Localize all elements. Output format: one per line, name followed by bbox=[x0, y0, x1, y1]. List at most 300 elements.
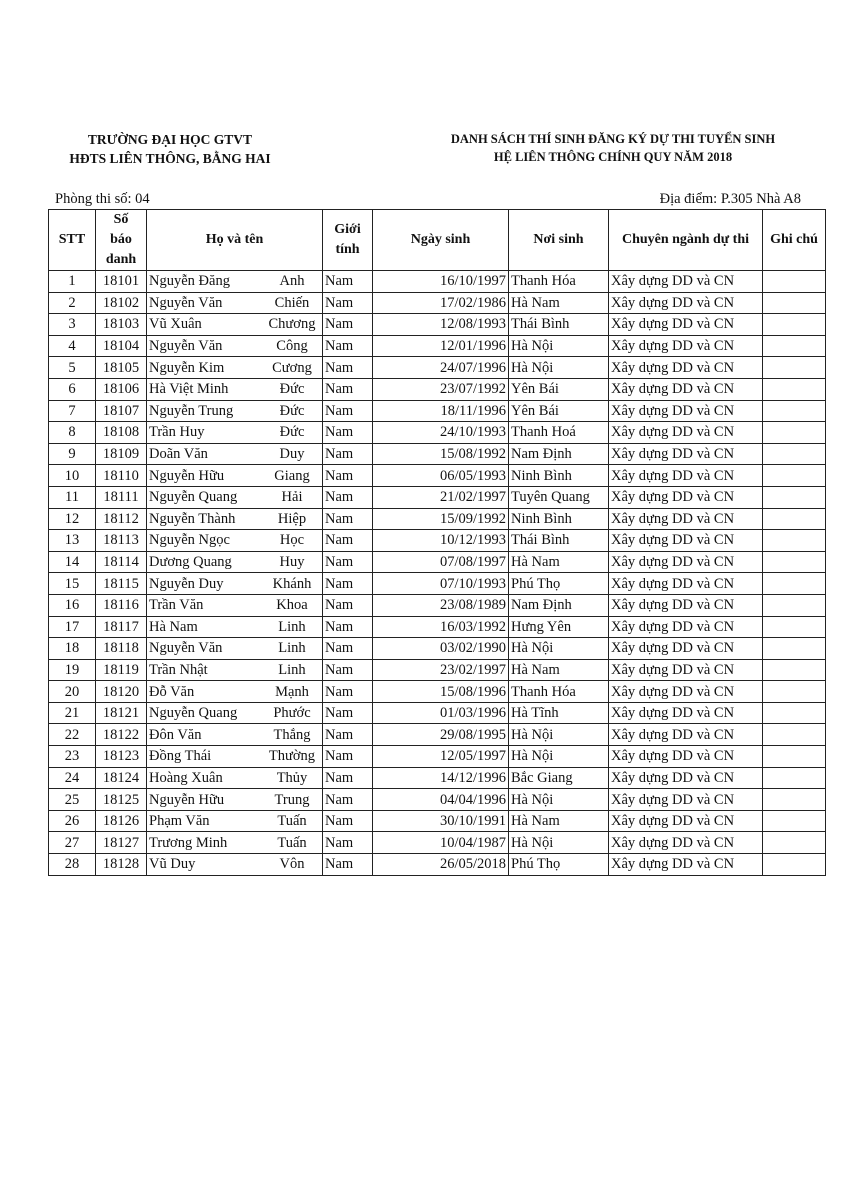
cell-dob: 14/12/1996 bbox=[373, 767, 509, 789]
cell-last-name: Đôn Văn bbox=[149, 726, 202, 743]
cell-gender: Nam bbox=[323, 702, 373, 724]
cell-last-name: Đồng Thái bbox=[149, 748, 212, 765]
table-row bbox=[49, 789, 826, 811]
cell-last-name: Hoàng Xuân bbox=[149, 769, 223, 786]
cell-birthplace: Hà Nội bbox=[509, 789, 609, 811]
cell-full-name bbox=[147, 594, 323, 616]
table-row bbox=[49, 681, 826, 703]
cell-dob: 16/03/1992 bbox=[373, 616, 509, 638]
table-row bbox=[49, 832, 826, 854]
cell-note bbox=[763, 400, 826, 422]
cell-sbd: 18104 bbox=[96, 335, 147, 357]
cell-stt: 26 bbox=[49, 810, 96, 832]
cell-given-name: Phước bbox=[273, 705, 311, 722]
cell-given-name: Khánh bbox=[272, 575, 312, 592]
cell-birthplace: Hà Nam bbox=[509, 659, 609, 681]
cell-sbd: 18109 bbox=[96, 443, 147, 465]
cell-birthplace: Bắc Giang bbox=[509, 767, 609, 789]
cell-major: Xây dựng DD và CN bbox=[609, 530, 763, 552]
cell-birthplace: Phú Thọ bbox=[509, 573, 609, 595]
table-row bbox=[49, 616, 826, 638]
cell-dob: 24/07/1996 bbox=[373, 357, 509, 379]
cell-last-name: Nguyễn Trung bbox=[149, 402, 234, 419]
cell-gender: Nam bbox=[323, 681, 373, 703]
exam-room-label: Phòng thi số: 04 bbox=[55, 191, 150, 207]
cell-birthplace: Hưng Yên bbox=[509, 616, 609, 638]
cell-note bbox=[763, 530, 826, 552]
cell-last-name: Nguyễn Hữu bbox=[149, 467, 225, 484]
cell-given-name: Giang bbox=[274, 467, 310, 484]
cell-birthplace: Hà Nội bbox=[509, 746, 609, 768]
cell-note bbox=[763, 292, 826, 314]
cell-dob: 23/02/1997 bbox=[373, 659, 509, 681]
cell-sbd: 18111 bbox=[96, 486, 147, 508]
cell-gender: Nam bbox=[323, 789, 373, 811]
table-row bbox=[49, 465, 826, 487]
cell-sbd: 18118 bbox=[96, 638, 147, 660]
cell-full-name bbox=[147, 400, 323, 422]
cell-given-name: Đức bbox=[279, 402, 305, 419]
cell-sbd: 18124 bbox=[96, 767, 147, 789]
document-title-line1: DANH SÁCH THÍ SINH ĐĂNG KÝ DỰ THI TUYỂN SINH bbox=[450, 132, 776, 146]
table-row bbox=[49, 378, 826, 400]
cell-dob: 26/05/2018 bbox=[373, 854, 509, 876]
cell-note bbox=[763, 486, 826, 508]
cell-gender: Nam bbox=[323, 271, 373, 293]
table-row bbox=[49, 486, 826, 508]
cell-note bbox=[763, 616, 826, 638]
cell-major: Xây dựng DD và CN bbox=[609, 616, 763, 638]
cell-sbd: 18121 bbox=[96, 702, 147, 724]
cell-given-name: Đức bbox=[279, 424, 305, 441]
cell-note bbox=[763, 789, 826, 811]
cell-major: Xây dựng DD và CN bbox=[609, 681, 763, 703]
cell-major: Xây dựng DD và CN bbox=[609, 767, 763, 789]
table-row bbox=[49, 594, 826, 616]
cell-gender: Nam bbox=[323, 465, 373, 487]
cell-stt: 24 bbox=[49, 767, 96, 789]
cell-dob: 04/04/1996 bbox=[373, 789, 509, 811]
cell-dob: 12/01/1996 bbox=[373, 335, 509, 357]
cell-given-name: Tuấn bbox=[277, 813, 307, 830]
cell-given-name: Tuấn bbox=[277, 834, 307, 851]
cell-note bbox=[763, 314, 826, 336]
cell-birthplace: Hà Nội bbox=[509, 335, 609, 357]
cell-gender: Nam bbox=[323, 357, 373, 379]
table-row bbox=[49, 767, 826, 789]
cell-last-name: Nguyễn Duy bbox=[149, 575, 224, 592]
cell-dob: 24/10/1993 bbox=[373, 422, 509, 444]
cell-birthplace: Phú Thọ bbox=[509, 854, 609, 876]
cell-dob: 29/08/1995 bbox=[373, 724, 509, 746]
table-header bbox=[49, 210, 826, 271]
header-row bbox=[49, 210, 826, 271]
cell-major: Xây dựng DD và CN bbox=[609, 508, 763, 530]
cell-sbd: 18113 bbox=[96, 530, 147, 552]
cell-stt: 13 bbox=[49, 530, 96, 552]
cell-last-name: Nguyễn Quang bbox=[149, 489, 238, 506]
cell-given-name: Công bbox=[276, 338, 308, 355]
cell-dob: 30/10/1991 bbox=[373, 810, 509, 832]
cell-note bbox=[763, 335, 826, 357]
cell-note bbox=[763, 594, 826, 616]
cell-dob: 07/08/1997 bbox=[373, 551, 509, 573]
cell-last-name: Nguyễn Kim bbox=[149, 359, 225, 376]
cell-birthplace: Thanh Hoá bbox=[509, 422, 609, 444]
cell-dob: 06/05/1993 bbox=[373, 465, 509, 487]
cell-stt: 15 bbox=[49, 573, 96, 595]
cell-birthplace: Thanh Hóa bbox=[509, 271, 609, 293]
cell-major: Xây dựng DD và CN bbox=[609, 422, 763, 444]
cell-given-name: Cương bbox=[272, 359, 312, 376]
cell-dob: 16/10/1997 bbox=[373, 271, 509, 293]
cell-full-name bbox=[147, 854, 323, 876]
cell-gender: Nam bbox=[323, 724, 373, 746]
cell-stt: 22 bbox=[49, 724, 96, 746]
cell-note bbox=[763, 378, 826, 400]
cell-dob: 23/07/1992 bbox=[373, 378, 509, 400]
cell-full-name bbox=[147, 443, 323, 465]
cell-note bbox=[763, 271, 826, 293]
cell-major: Xây dựng DD và CN bbox=[609, 702, 763, 724]
table-row bbox=[49, 400, 826, 422]
cell-gender: Nam bbox=[323, 292, 373, 314]
table-row bbox=[49, 271, 826, 293]
cell-full-name bbox=[147, 746, 323, 768]
cell-note bbox=[763, 638, 826, 660]
table-row bbox=[49, 854, 826, 876]
cell-given-name: Duy bbox=[279, 446, 305, 463]
cell-gender: Nam bbox=[323, 767, 373, 789]
cell-dob: 07/10/1993 bbox=[373, 573, 509, 595]
exam-location-label: Địa điểm: P.305 Nhà A8 bbox=[659, 191, 801, 207]
cell-stt: 2 bbox=[49, 292, 96, 314]
university-name: TRƯỜNG ĐẠI HỌC GTVT bbox=[87, 132, 253, 147]
cell-full-name bbox=[147, 551, 323, 573]
cell-sbd: 18114 bbox=[96, 551, 147, 573]
cell-gender: Nam bbox=[323, 508, 373, 530]
cell-gender: Nam bbox=[323, 638, 373, 660]
table-row bbox=[49, 292, 826, 314]
col-stt: STT bbox=[49, 210, 96, 271]
cell-stt: 17 bbox=[49, 616, 96, 638]
table-row bbox=[49, 335, 826, 357]
cell-full-name bbox=[147, 508, 323, 530]
cell-sbd: 18102 bbox=[96, 292, 147, 314]
cell-given-name: Đức bbox=[279, 381, 305, 398]
cell-sbd: 18128 bbox=[96, 854, 147, 876]
cell-given-name: Linh bbox=[278, 661, 306, 678]
document-title bbox=[418, 130, 808, 166]
cell-note bbox=[763, 854, 826, 876]
cell-major: Xây dựng DD và CN bbox=[609, 465, 763, 487]
cell-major: Xây dựng DD và CN bbox=[609, 400, 763, 422]
cell-given-name: Linh bbox=[278, 640, 306, 657]
cell-sbd: 18107 bbox=[96, 400, 147, 422]
cell-given-name: Khoa bbox=[276, 597, 308, 614]
col-name: Họ và tên bbox=[147, 210, 323, 271]
cell-note bbox=[763, 443, 826, 465]
cell-sbd: 18105 bbox=[96, 357, 147, 379]
cell-full-name bbox=[147, 357, 323, 379]
cell-dob: 17/02/1986 bbox=[373, 292, 509, 314]
cell-stt: 4 bbox=[49, 335, 96, 357]
table-body bbox=[49, 271, 826, 876]
col-birthplace: Nơi sinh bbox=[509, 210, 609, 271]
cell-full-name bbox=[147, 724, 323, 746]
cell-given-name: Anh bbox=[279, 273, 305, 290]
cell-gender: Nam bbox=[323, 443, 373, 465]
cell-dob: 15/08/1996 bbox=[373, 681, 509, 703]
cell-gender: Nam bbox=[323, 810, 373, 832]
cell-sbd: 18115 bbox=[96, 573, 147, 595]
cell-full-name bbox=[147, 530, 323, 552]
cell-note bbox=[763, 724, 826, 746]
cell-stt: 23 bbox=[49, 746, 96, 768]
cell-birthplace: Ninh Bình bbox=[509, 465, 609, 487]
cell-stt: 10 bbox=[49, 465, 96, 487]
cell-full-name bbox=[147, 832, 323, 854]
cell-major: Xây dựng DD và CN bbox=[609, 810, 763, 832]
cell-gender: Nam bbox=[323, 486, 373, 508]
cell-dob: 21/02/1997 bbox=[373, 486, 509, 508]
cell-major: Xây dựng DD và CN bbox=[609, 854, 763, 876]
cell-given-name: Thắng bbox=[273, 726, 311, 743]
cell-major: Xây dựng DD và CN bbox=[609, 357, 763, 379]
cell-birthplace: Ninh Bình bbox=[509, 508, 609, 530]
cell-stt: 11 bbox=[49, 486, 96, 508]
cell-stt: 25 bbox=[49, 789, 96, 811]
cell-sbd: 18106 bbox=[96, 378, 147, 400]
cell-birthplace: Nam Định bbox=[509, 443, 609, 465]
col-gender: Giới tính bbox=[323, 210, 373, 271]
cell-gender: Nam bbox=[323, 594, 373, 616]
cell-dob: 10/04/1987 bbox=[373, 832, 509, 854]
cell-sbd: 18116 bbox=[96, 594, 147, 616]
col-sbd: Số báo danh bbox=[96, 210, 147, 271]
cell-birthplace: Tuyên Quang bbox=[509, 486, 609, 508]
cell-note bbox=[763, 508, 826, 530]
cell-given-name: Thường bbox=[268, 748, 316, 765]
cell-full-name bbox=[147, 292, 323, 314]
table-row bbox=[49, 508, 826, 530]
cell-sbd: 18101 bbox=[96, 271, 147, 293]
cell-birthplace: Thái Bình bbox=[509, 530, 609, 552]
cell-full-name bbox=[147, 271, 323, 293]
table-row bbox=[49, 638, 826, 660]
cell-gender: Nam bbox=[323, 530, 373, 552]
cell-gender: Nam bbox=[323, 746, 373, 768]
cell-major: Xây dựng DD và CN bbox=[609, 335, 763, 357]
cell-birthplace: Yên Bái bbox=[509, 378, 609, 400]
cell-given-name: Chương bbox=[268, 316, 316, 333]
cell-sbd: 18127 bbox=[96, 832, 147, 854]
cell-birthplace: Hà Nam bbox=[509, 810, 609, 832]
cell-note bbox=[763, 832, 826, 854]
cell-stt: 28 bbox=[49, 854, 96, 876]
cell-sbd: 18119 bbox=[96, 659, 147, 681]
cell-full-name bbox=[147, 378, 323, 400]
cell-stt: 14 bbox=[49, 551, 96, 573]
cell-last-name: Dương Quang bbox=[149, 554, 232, 571]
institution-header bbox=[40, 130, 300, 168]
cell-dob: 10/12/1993 bbox=[373, 530, 509, 552]
cell-major: Xây dựng DD và CN bbox=[609, 789, 763, 811]
cell-note bbox=[763, 681, 826, 703]
cell-note bbox=[763, 767, 826, 789]
cell-sbd: 18125 bbox=[96, 789, 147, 811]
cell-stt: 21 bbox=[49, 702, 96, 724]
table-row bbox=[49, 314, 826, 336]
cell-major: Xây dựng DD và CN bbox=[609, 638, 763, 660]
cell-sbd: 18103 bbox=[96, 314, 147, 336]
cell-dob: 18/11/1996 bbox=[373, 400, 509, 422]
col-note: Ghi chú bbox=[763, 210, 826, 271]
table-row bbox=[49, 357, 826, 379]
cell-stt: 18 bbox=[49, 638, 96, 660]
col-dob: Ngày sinh bbox=[373, 210, 509, 271]
cell-full-name bbox=[147, 486, 323, 508]
cell-last-name: Trần Nhật bbox=[149, 661, 208, 678]
cell-full-name bbox=[147, 638, 323, 660]
candidate-table bbox=[48, 209, 826, 876]
cell-full-name bbox=[147, 789, 323, 811]
cell-major: Xây dựng DD và CN bbox=[609, 314, 763, 336]
cell-birthplace: Hà Tĩnh bbox=[509, 702, 609, 724]
cell-gender: Nam bbox=[323, 400, 373, 422]
col-major: Chuyên ngành dự thi bbox=[609, 210, 763, 271]
cell-note bbox=[763, 357, 826, 379]
cell-dob: 15/08/1992 bbox=[373, 443, 509, 465]
cell-gender: Nam bbox=[323, 616, 373, 638]
cell-dob: 12/05/1997 bbox=[373, 746, 509, 768]
table-row bbox=[49, 659, 826, 681]
cell-birthplace: Hà Nội bbox=[509, 638, 609, 660]
table-row bbox=[49, 443, 826, 465]
cell-note bbox=[763, 746, 826, 768]
cell-sbd: 18122 bbox=[96, 724, 147, 746]
cell-major: Xây dựng DD và CN bbox=[609, 573, 763, 595]
cell-note bbox=[763, 659, 826, 681]
cell-last-name: Vũ Duy bbox=[149, 856, 196, 873]
cell-given-name: Linh bbox=[278, 618, 306, 635]
cell-given-name: Thủy bbox=[276, 769, 308, 786]
table-row bbox=[49, 810, 826, 832]
cell-full-name bbox=[147, 314, 323, 336]
cell-last-name: Nguyễn Văn bbox=[149, 294, 223, 311]
cell-dob: 12/08/1993 bbox=[373, 314, 509, 336]
cell-dob: 03/02/1990 bbox=[373, 638, 509, 660]
cell-full-name bbox=[147, 681, 323, 703]
cell-note bbox=[763, 810, 826, 832]
cell-last-name: Nguyễn Quang bbox=[149, 705, 238, 722]
cell-last-name: Vũ Xuân bbox=[149, 316, 202, 333]
cell-gender: Nam bbox=[323, 659, 373, 681]
cell-sbd: 18117 bbox=[96, 616, 147, 638]
cell-last-name: Hà Nam bbox=[149, 618, 198, 635]
table-row bbox=[49, 746, 826, 768]
cell-stt: 12 bbox=[49, 508, 96, 530]
cell-gender: Nam bbox=[323, 422, 373, 444]
cell-full-name bbox=[147, 573, 323, 595]
cell-given-name: Hải bbox=[281, 489, 303, 506]
cell-birthplace: Yên Bái bbox=[509, 400, 609, 422]
cell-stt: 5 bbox=[49, 357, 96, 379]
cell-major: Xây dựng DD và CN bbox=[609, 486, 763, 508]
cell-given-name: Hiệp bbox=[277, 510, 307, 527]
cell-full-name bbox=[147, 465, 323, 487]
cell-last-name: Trần Văn bbox=[149, 597, 204, 614]
cell-major: Xây dựng DD và CN bbox=[609, 292, 763, 314]
cell-sbd: 18112 bbox=[96, 508, 147, 530]
cell-gender: Nam bbox=[323, 335, 373, 357]
cell-stt: 16 bbox=[49, 594, 96, 616]
cell-last-name: Nguyễn Đăng bbox=[149, 273, 230, 290]
cell-major: Xây dựng DD và CN bbox=[609, 724, 763, 746]
table-row bbox=[49, 573, 826, 595]
table-row bbox=[49, 724, 826, 746]
cell-note bbox=[763, 465, 826, 487]
cell-full-name bbox=[147, 616, 323, 638]
cell-last-name: Hà Việt Minh bbox=[149, 381, 229, 398]
cell-dob: 15/09/1992 bbox=[373, 508, 509, 530]
cell-last-name: Đỗ Văn bbox=[149, 683, 195, 700]
cell-last-name: Trần Huy bbox=[149, 424, 205, 441]
cell-gender: Nam bbox=[323, 854, 373, 876]
table-row bbox=[49, 530, 826, 552]
cell-birthplace: Hà Nội bbox=[509, 832, 609, 854]
cell-last-name: Nguyễn Ngọc bbox=[149, 532, 230, 549]
cell-last-name: Nguyễn Văn bbox=[149, 338, 223, 355]
cell-stt: 20 bbox=[49, 681, 96, 703]
cell-last-name: Nguyễn Thành bbox=[149, 510, 236, 527]
cell-given-name: Mạnh bbox=[275, 683, 309, 700]
cell-full-name bbox=[147, 422, 323, 444]
cell-birthplace: Hà Nam bbox=[509, 292, 609, 314]
cell-note bbox=[763, 573, 826, 595]
cell-stt: 19 bbox=[49, 659, 96, 681]
cell-stt: 7 bbox=[49, 400, 96, 422]
cell-gender: Nam bbox=[323, 573, 373, 595]
cell-last-name: Trương Minh bbox=[149, 834, 228, 851]
cell-given-name: Học bbox=[279, 532, 305, 549]
cell-stt: 27 bbox=[49, 832, 96, 854]
cell-last-name: Phạm Văn bbox=[149, 813, 210, 830]
cell-gender: Nam bbox=[323, 378, 373, 400]
document-title-line2: HỆ LIÊN THÔNG CHÍNH QUY NĂM 2018 bbox=[493, 150, 733, 164]
table-row bbox=[49, 422, 826, 444]
cell-last-name: Nguyễn Hữu bbox=[149, 791, 225, 808]
cell-note bbox=[763, 702, 826, 724]
cell-stt: 8 bbox=[49, 422, 96, 444]
cell-dob: 23/08/1989 bbox=[373, 594, 509, 616]
cell-major: Xây dựng DD và CN bbox=[609, 659, 763, 681]
cell-given-name: Huy bbox=[279, 554, 305, 571]
cell-gender: Nam bbox=[323, 551, 373, 573]
table-row bbox=[49, 702, 826, 724]
cell-full-name bbox=[147, 659, 323, 681]
cell-stt: 3 bbox=[49, 314, 96, 336]
cell-birthplace: Thái Bình bbox=[509, 314, 609, 336]
cell-stt: 6 bbox=[49, 378, 96, 400]
cell-major: Xây dựng DD và CN bbox=[609, 551, 763, 573]
cell-full-name bbox=[147, 335, 323, 357]
cell-major: Xây dựng DD và CN bbox=[609, 443, 763, 465]
cell-gender: Nam bbox=[323, 832, 373, 854]
cell-birthplace: Nam Định bbox=[509, 594, 609, 616]
cell-sbd: 18120 bbox=[96, 681, 147, 703]
cell-full-name bbox=[147, 810, 323, 832]
